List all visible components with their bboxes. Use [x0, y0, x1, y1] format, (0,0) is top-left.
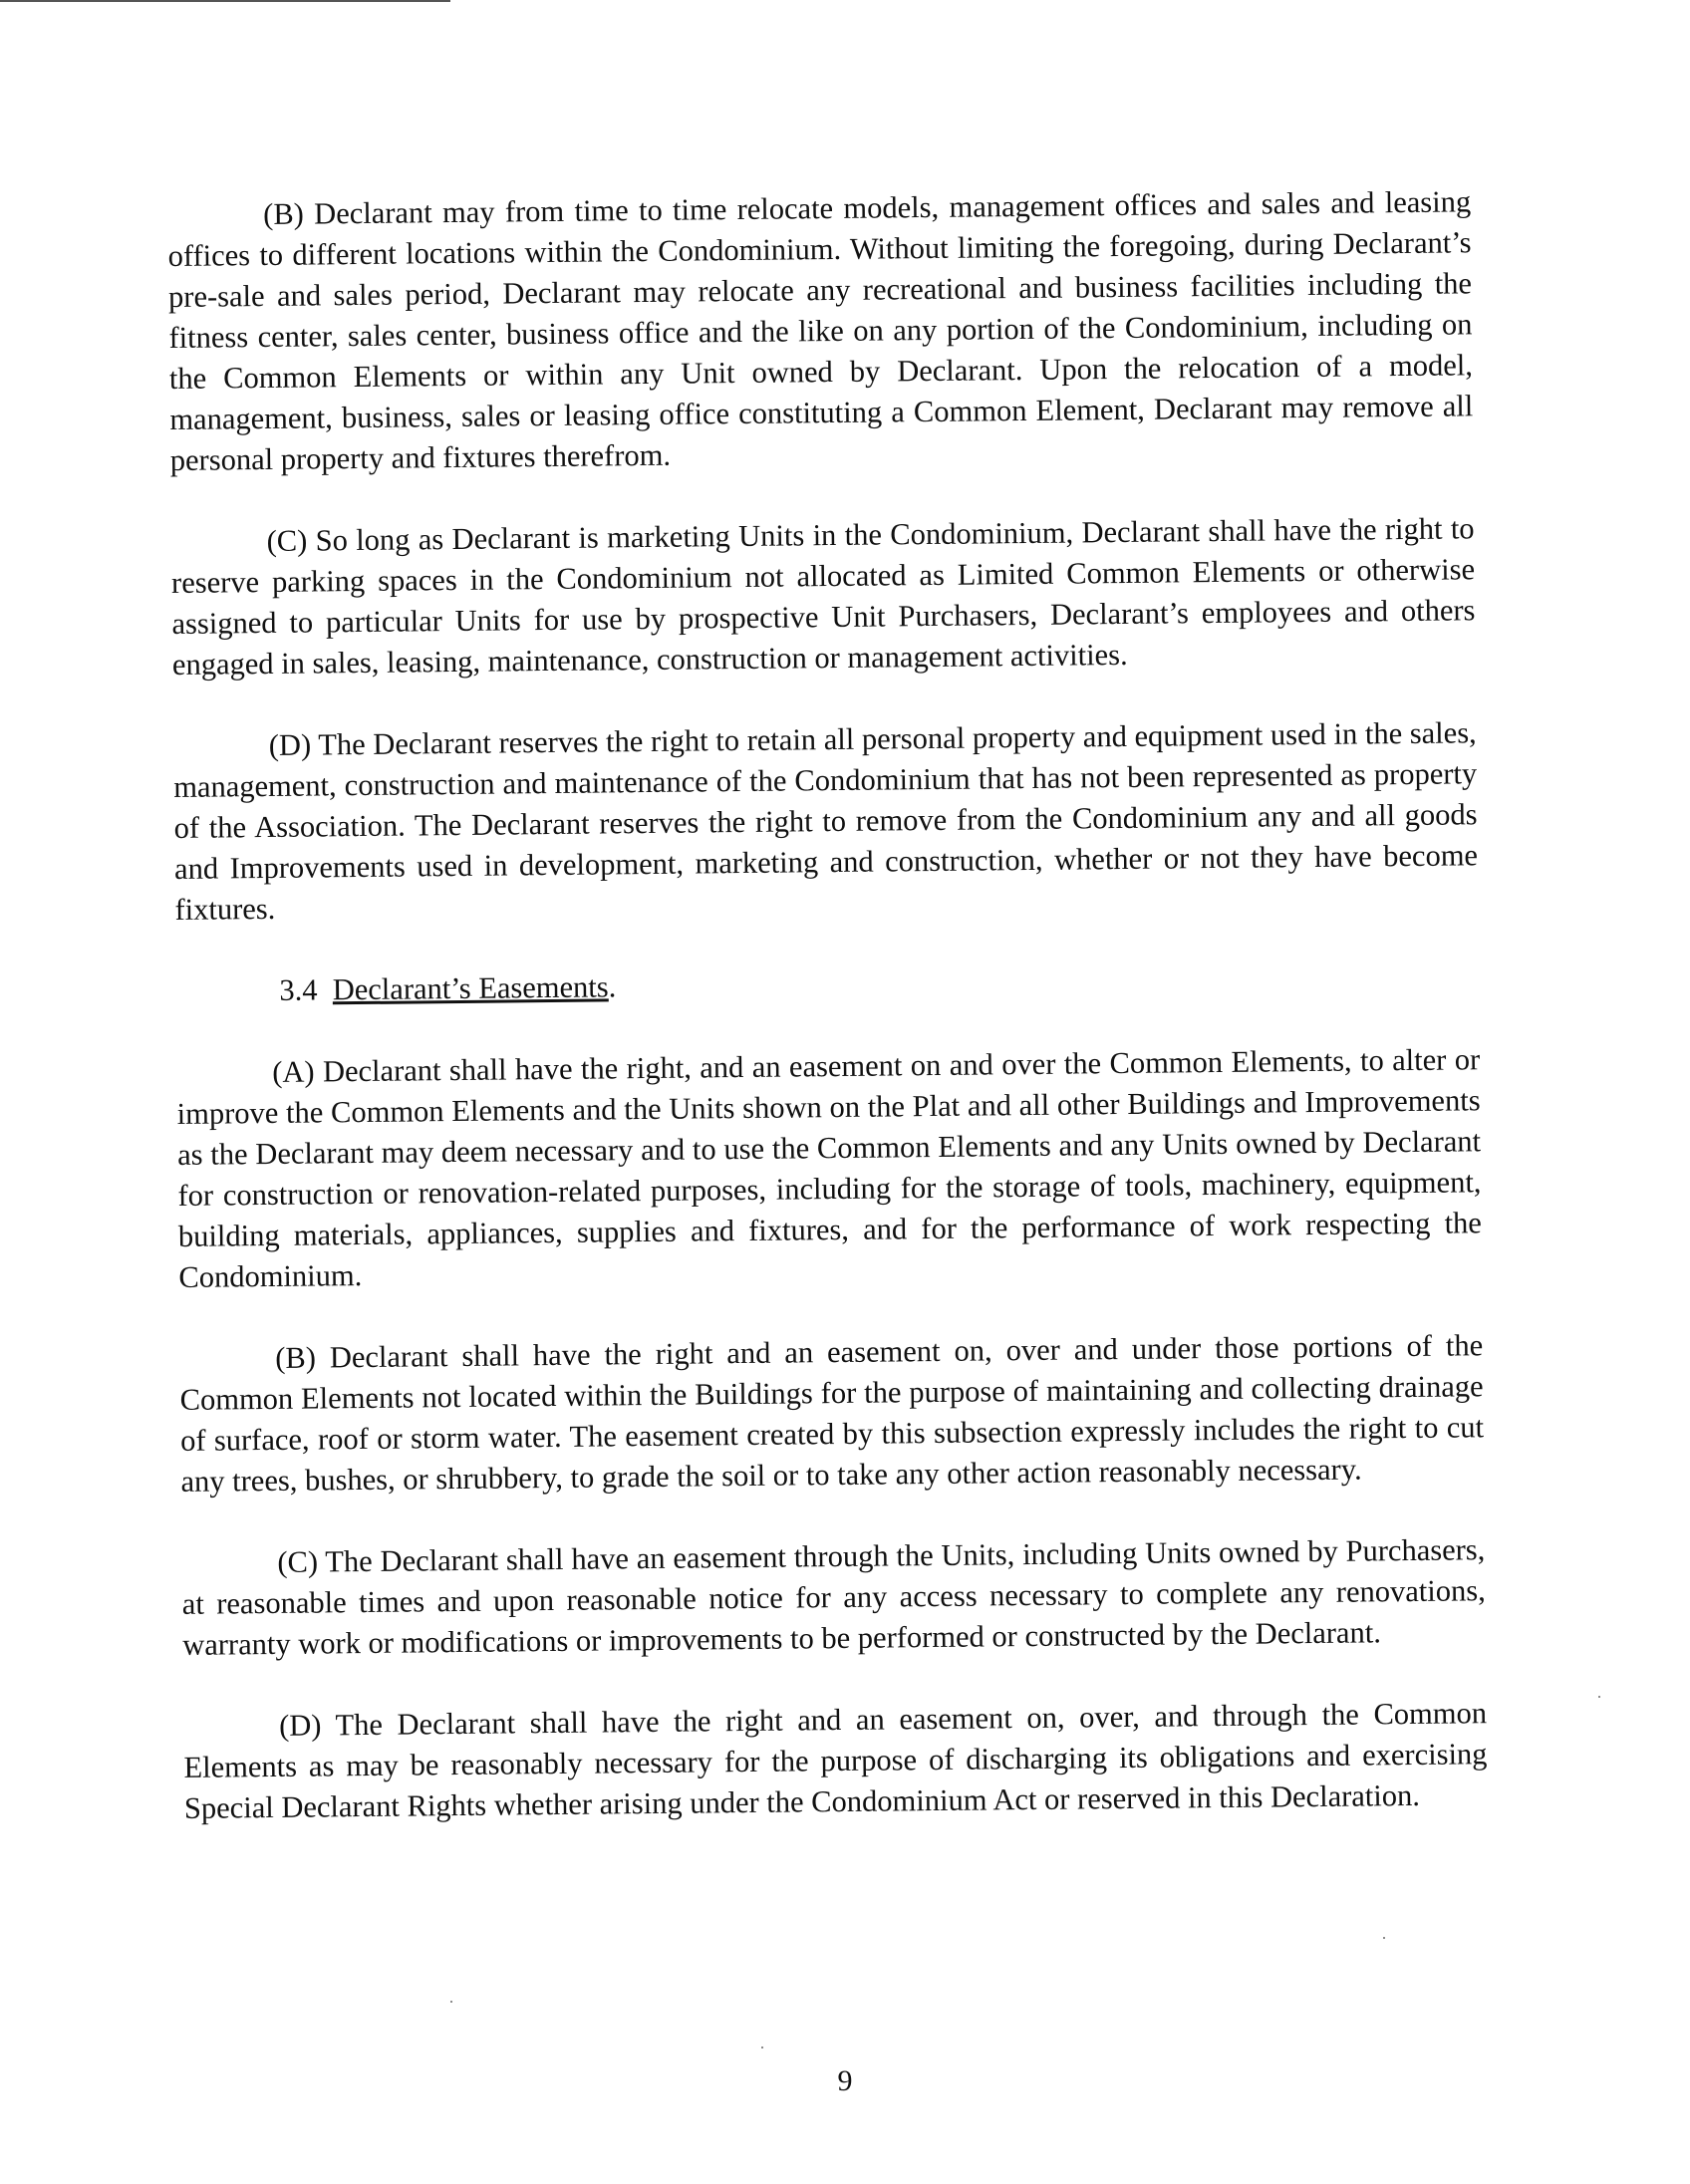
paragraph-3-3-d: (D) The Declarant reserves the right to retain all personal property and equipment used in the sales, management, construction and maintenance of the Condominium that has not been represented as property of the Association. The Declarant reserves the right to remove from the Condominium any and all goods and Improvements used in development, marketing and construction, whether or not they have become fixtures. — [173, 715, 1479, 927]
paragraph-3-3-c: (C) So long as Declarant is marketing Units in the Condominium, Declarant shall have the right to reserve parking spaces in the Condominium not allocated as Limited Common Elements or otherwise assigned to particular Units for use by prospective Unit Purchasers, Declarant’s employees and others engaged in sales, leasing, maintenance, construction or management activities. — [170, 511, 1476, 682]
document-body — [167, 181, 1488, 1829]
paragraph-3-4-d: (D) The Declarant shall have the right and an easement on, over, and through the Common Elements as may be reasonably necessary for the purpose of discharging its obligations and exercising Special Declarant Rights whether arising under the Condominium Act or reserved in this Declaration. — [183, 1696, 1488, 1825]
paragraph-3-3-b: (B) Declarant may from time to time relocate models, management offices and sales and leasing offices to different locations within the Condominium. Without limiting the foregoing, during Declarant’s pre-sale and sales period, Declarant may relocate any recreational and business facilities including the fitness center, sales center, business office and the like on any portion of the Condominium, including on the Common Elements or within any Unit owned by Declarant. Upon the relocation of a model, management, business, sales or leasing office constituting a Common Element, Declarant may remove all personal property and fixtures therefrom. — [167, 184, 1474, 477]
scan-speck — [1383, 1937, 1385, 1939]
paragraph-3-4-a: (A) Declarant shall have the right, and an easement on and over the Common Elements, to alter or improve the Common Elements and the Units shown on the Plat and all other Buildings and Improvements as the Declarant may deem necessary and to use the Common Elements and any Units owned by Declarant for construction or renovation-related purposes, including for the storage of tools, machinery, equipment, building materials, appliances, supplies and fixtures, and for the performance of work respecting the Condominium. — [176, 1042, 1483, 1294]
scan-edge-line — [0, 0, 450, 2]
page-number: 9 — [837, 2064, 853, 2097]
section-title-suffix: . — [608, 969, 617, 1004]
paragraph-3-4-c: (C) The Declarant shall have an easement through the Units, including Units owned by Purchasers, at reasonable times and upon reasonable notice for any access necessary to complete any renovations, warranty work or modifications or improvements to be performed or constructed by the Declarant. — [181, 1532, 1486, 1662]
section-number: 3.4 — [279, 972, 318, 1007]
scan-speck — [450, 2001, 452, 2003]
scan-speck — [1598, 1696, 1600, 1698]
section-title: Declarant’s Easements — [332, 969, 609, 1007]
scan-speck — [761, 2047, 763, 2048]
paragraph-3-4-b: (B) Declarant shall have the right and an easement on, over and under those portions of the Common Elements not located within the Buildings for the purpose of maintaining and collecting drainage of surface, roof or storm water. The easement created by this subsection expressly includes the right to cut any trees, bushes, or shrubbery, to grade the soil or to take any other action reasonably necessary. — [179, 1328, 1485, 1499]
